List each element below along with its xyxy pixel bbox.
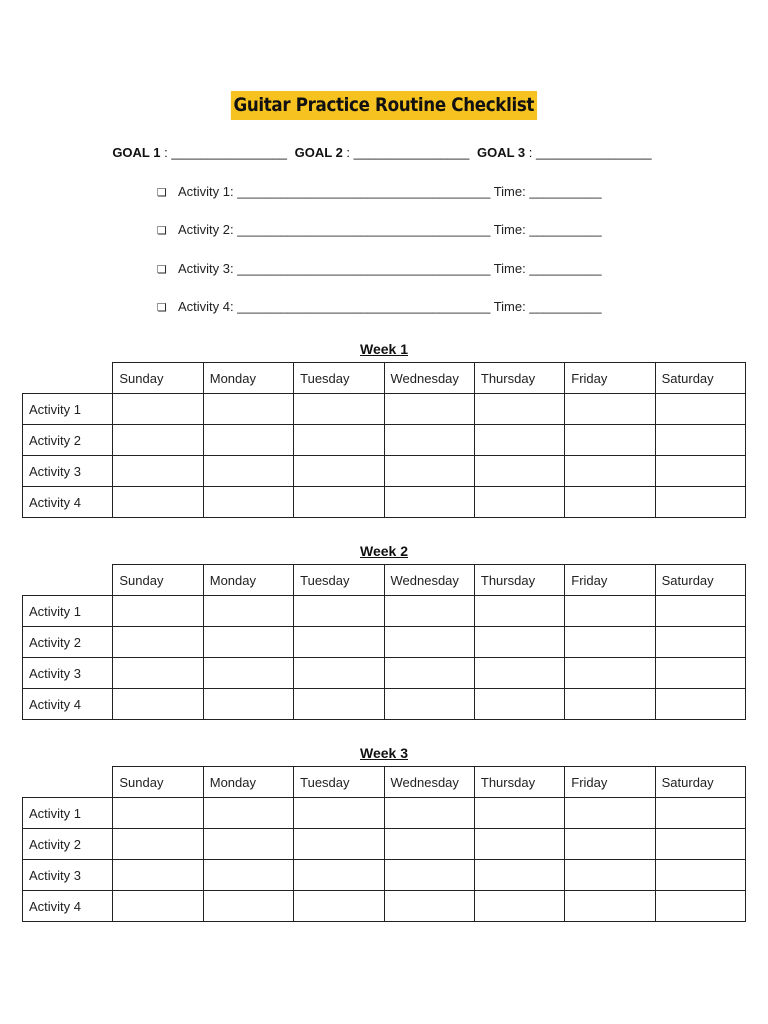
check-cell[interactable] bbox=[655, 596, 745, 627]
check-cell[interactable] bbox=[384, 658, 474, 689]
check-cell[interactable] bbox=[565, 394, 655, 425]
day-header: Monday bbox=[203, 767, 293, 798]
check-cell[interactable] bbox=[565, 627, 655, 658]
table-row bbox=[23, 394, 746, 425]
activity-blank[interactable]: ___________________________________ bbox=[237, 184, 491, 199]
goal-label: GOAL 2 bbox=[294, 145, 343, 160]
day-header: Monday bbox=[203, 565, 293, 596]
activity-blank[interactable]: ___________________________________ bbox=[237, 261, 491, 276]
check-cell[interactable] bbox=[294, 658, 384, 689]
check-cell[interactable] bbox=[655, 627, 745, 658]
check-cell[interactable] bbox=[294, 425, 384, 456]
check-cell[interactable] bbox=[294, 829, 384, 860]
goal-label: GOAL 3 bbox=[476, 145, 526, 160]
check-cell[interactable] bbox=[203, 689, 293, 720]
week-title: Week 3 bbox=[360, 745, 408, 761]
time-blank[interactable]: __________ bbox=[529, 261, 602, 276]
check-cell[interactable] bbox=[655, 689, 745, 720]
check-cell[interactable] bbox=[474, 658, 564, 689]
check-cell[interactable] bbox=[655, 658, 745, 689]
check-cell[interactable] bbox=[474, 394, 564, 425]
check-cell[interactable] bbox=[203, 596, 293, 627]
check-cell[interactable] bbox=[565, 689, 655, 720]
check-cell[interactable] bbox=[474, 596, 564, 627]
check-cell[interactable] bbox=[113, 891, 203, 922]
check-cell[interactable] bbox=[113, 425, 203, 456]
check-cell[interactable] bbox=[203, 829, 293, 860]
table-row bbox=[23, 425, 746, 456]
activity-blank[interactable]: ___________________________________ bbox=[237, 299, 491, 314]
check-cell[interactable] bbox=[113, 860, 203, 891]
goal-separator: : bbox=[160, 145, 172, 160]
checkbox-icon[interactable]: ❏ bbox=[157, 264, 167, 276]
week-table bbox=[22, 564, 746, 720]
activity-label: Activity 2: bbox=[178, 222, 238, 237]
time-blank[interactable]: __________ bbox=[529, 299, 602, 314]
day-header: Tuesday bbox=[294, 565, 384, 596]
check-cell[interactable] bbox=[294, 596, 384, 627]
check-cell[interactable] bbox=[384, 456, 474, 487]
check-cell[interactable] bbox=[565, 891, 655, 922]
check-cell[interactable] bbox=[474, 860, 564, 891]
page-title: Guitar Practice Routine Checklist bbox=[231, 91, 537, 120]
check-cell[interactable] bbox=[384, 891, 474, 922]
time-blank[interactable]: __________ bbox=[529, 222, 602, 237]
check-cell[interactable] bbox=[113, 829, 203, 860]
row-label: Activity 3 bbox=[23, 860, 113, 891]
check-cell[interactable] bbox=[474, 487, 564, 518]
row-label: Activity 2 bbox=[23, 425, 113, 456]
row-label: Activity 4 bbox=[23, 689, 113, 720]
check-cell[interactable] bbox=[113, 658, 203, 689]
activity-line bbox=[157, 184, 602, 199]
checkbox-icon[interactable]: ❏ bbox=[157, 302, 167, 314]
day-header: Friday bbox=[565, 363, 655, 394]
check-cell[interactable] bbox=[565, 425, 655, 456]
check-cell[interactable] bbox=[294, 860, 384, 891]
check-cell[interactable] bbox=[384, 829, 474, 860]
check-cell[interactable] bbox=[294, 456, 384, 487]
goal-separator: : bbox=[342, 145, 354, 160]
check-cell[interactable] bbox=[294, 394, 384, 425]
table-row bbox=[23, 798, 746, 829]
table-row bbox=[23, 596, 746, 627]
goal-1 bbox=[112, 145, 287, 160]
time-blank[interactable]: __________ bbox=[529, 184, 602, 199]
row-label: Activity 3 bbox=[23, 658, 113, 689]
check-cell[interactable] bbox=[384, 487, 474, 518]
check-cell[interactable] bbox=[474, 798, 564, 829]
check-cell[interactable] bbox=[655, 487, 745, 518]
day-header: Saturday bbox=[655, 565, 745, 596]
check-cell[interactable] bbox=[384, 627, 474, 658]
week-title: Week 1 bbox=[360, 341, 408, 357]
check-cell[interactable] bbox=[565, 798, 655, 829]
check-cell[interactable] bbox=[384, 798, 474, 829]
row-label: Activity 2 bbox=[23, 829, 113, 860]
row-label: Activity 4 bbox=[23, 487, 113, 518]
check-cell[interactable] bbox=[203, 627, 293, 658]
table-row bbox=[23, 456, 746, 487]
table-row bbox=[23, 860, 746, 891]
check-cell[interactable] bbox=[203, 860, 293, 891]
check-cell[interactable] bbox=[384, 860, 474, 891]
check-cell[interactable] bbox=[565, 658, 655, 689]
check-cell[interactable] bbox=[565, 829, 655, 860]
check-cell[interactable] bbox=[294, 798, 384, 829]
check-cell[interactable] bbox=[474, 829, 564, 860]
row-label: Activity 4 bbox=[23, 891, 113, 922]
table-row bbox=[23, 829, 746, 860]
day-header: Tuesday bbox=[294, 363, 384, 394]
day-header: Thursday bbox=[474, 363, 564, 394]
time-label: Time: bbox=[490, 261, 530, 276]
activity-line bbox=[157, 222, 602, 237]
check-cell[interactable] bbox=[384, 394, 474, 425]
table-row bbox=[23, 658, 746, 689]
activity-line bbox=[157, 261, 602, 276]
check-cell[interactable] bbox=[113, 627, 203, 658]
check-cell[interactable] bbox=[294, 627, 384, 658]
check-cell[interactable] bbox=[474, 627, 564, 658]
activity-label: Activity 1: bbox=[178, 184, 238, 199]
table-row bbox=[23, 891, 746, 922]
goal-blank[interactable]: ________________ bbox=[535, 145, 652, 160]
check-cell[interactable] bbox=[474, 891, 564, 922]
time-label: Time: bbox=[490, 222, 530, 237]
row-label: Activity 1 bbox=[23, 394, 113, 425]
check-cell[interactable] bbox=[113, 596, 203, 627]
title-container bbox=[0, 91, 768, 120]
header-row bbox=[23, 565, 746, 596]
goals-line bbox=[0, 145, 768, 160]
check-cell[interactable] bbox=[474, 689, 564, 720]
check-cell[interactable] bbox=[294, 487, 384, 518]
check-cell[interactable] bbox=[565, 596, 655, 627]
activity-label: Activity 4: bbox=[178, 299, 238, 314]
check-cell[interactable] bbox=[655, 891, 745, 922]
time-label: Time: bbox=[490, 184, 530, 199]
header-row bbox=[23, 767, 746, 798]
checkbox-icon[interactable]: ❏ bbox=[157, 187, 167, 199]
table-row bbox=[23, 487, 746, 518]
time-label: Time: bbox=[490, 299, 530, 314]
check-cell[interactable] bbox=[474, 456, 564, 487]
check-cell[interactable] bbox=[655, 798, 745, 829]
check-cell[interactable] bbox=[203, 456, 293, 487]
day-header: Friday bbox=[565, 767, 655, 798]
day-header: Sunday bbox=[113, 565, 203, 596]
check-cell[interactable] bbox=[565, 860, 655, 891]
day-header: Wednesday bbox=[384, 363, 474, 394]
activity-line bbox=[157, 299, 602, 314]
day-header: Saturday bbox=[655, 363, 745, 394]
check-cell[interactable] bbox=[203, 798, 293, 829]
goal-2 bbox=[295, 145, 470, 160]
check-cell[interactable] bbox=[294, 689, 384, 720]
check-cell[interactable] bbox=[655, 829, 745, 860]
check-cell[interactable] bbox=[203, 891, 293, 922]
day-header: Saturday bbox=[655, 767, 745, 798]
check-cell[interactable] bbox=[655, 456, 745, 487]
activity-label: Activity 3: bbox=[178, 261, 238, 276]
day-header: Wednesday bbox=[384, 767, 474, 798]
day-header: Sunday bbox=[113, 363, 203, 394]
check-cell[interactable] bbox=[113, 456, 203, 487]
header-row bbox=[23, 363, 746, 394]
goal-label: GOAL 1 bbox=[112, 145, 161, 160]
check-cell[interactable] bbox=[655, 425, 745, 456]
check-cell[interactable] bbox=[565, 456, 655, 487]
check-cell[interactable] bbox=[203, 425, 293, 456]
check-cell[interactable] bbox=[384, 425, 474, 456]
day-header: Sunday bbox=[113, 767, 203, 798]
goal-blank[interactable]: ________________ bbox=[353, 145, 470, 160]
corner-cell bbox=[23, 363, 113, 394]
check-cell[interactable] bbox=[294, 891, 384, 922]
day-header: Wednesday bbox=[384, 565, 474, 596]
check-cell[interactable] bbox=[113, 394, 203, 425]
goal-blank[interactable]: ________________ bbox=[171, 145, 288, 160]
check-cell[interactable] bbox=[203, 394, 293, 425]
row-label: Activity 3 bbox=[23, 456, 113, 487]
day-header: Thursday bbox=[474, 767, 564, 798]
corner-cell bbox=[23, 767, 113, 798]
table-row bbox=[23, 627, 746, 658]
check-cell[interactable] bbox=[203, 658, 293, 689]
row-label: Activity 2 bbox=[23, 627, 113, 658]
check-cell[interactable] bbox=[113, 487, 203, 518]
check-cell[interactable] bbox=[565, 487, 655, 518]
day-header: Tuesday bbox=[294, 767, 384, 798]
day-header: Monday bbox=[203, 363, 293, 394]
week-title: Week 2 bbox=[360, 543, 408, 559]
check-cell[interactable] bbox=[655, 394, 745, 425]
goal-separator: : bbox=[525, 145, 536, 160]
check-cell[interactable] bbox=[203, 487, 293, 518]
check-cell[interactable] bbox=[655, 860, 745, 891]
check-cell[interactable] bbox=[384, 689, 474, 720]
check-cell[interactable] bbox=[113, 798, 203, 829]
day-header: Friday bbox=[565, 565, 655, 596]
week-table bbox=[22, 362, 746, 518]
check-cell[interactable] bbox=[113, 689, 203, 720]
corner-cell bbox=[23, 565, 113, 596]
checkbox-icon[interactable]: ❏ bbox=[157, 225, 167, 237]
row-label: Activity 1 bbox=[23, 596, 113, 627]
row-label: Activity 1 bbox=[23, 798, 113, 829]
day-header: Thursday bbox=[474, 565, 564, 596]
check-cell[interactable] bbox=[474, 425, 564, 456]
goal-3 bbox=[477, 145, 652, 160]
activity-blank[interactable]: ___________________________________ bbox=[237, 222, 491, 237]
week-table bbox=[22, 766, 746, 922]
check-cell[interactable] bbox=[384, 596, 474, 627]
table-row bbox=[23, 689, 746, 720]
